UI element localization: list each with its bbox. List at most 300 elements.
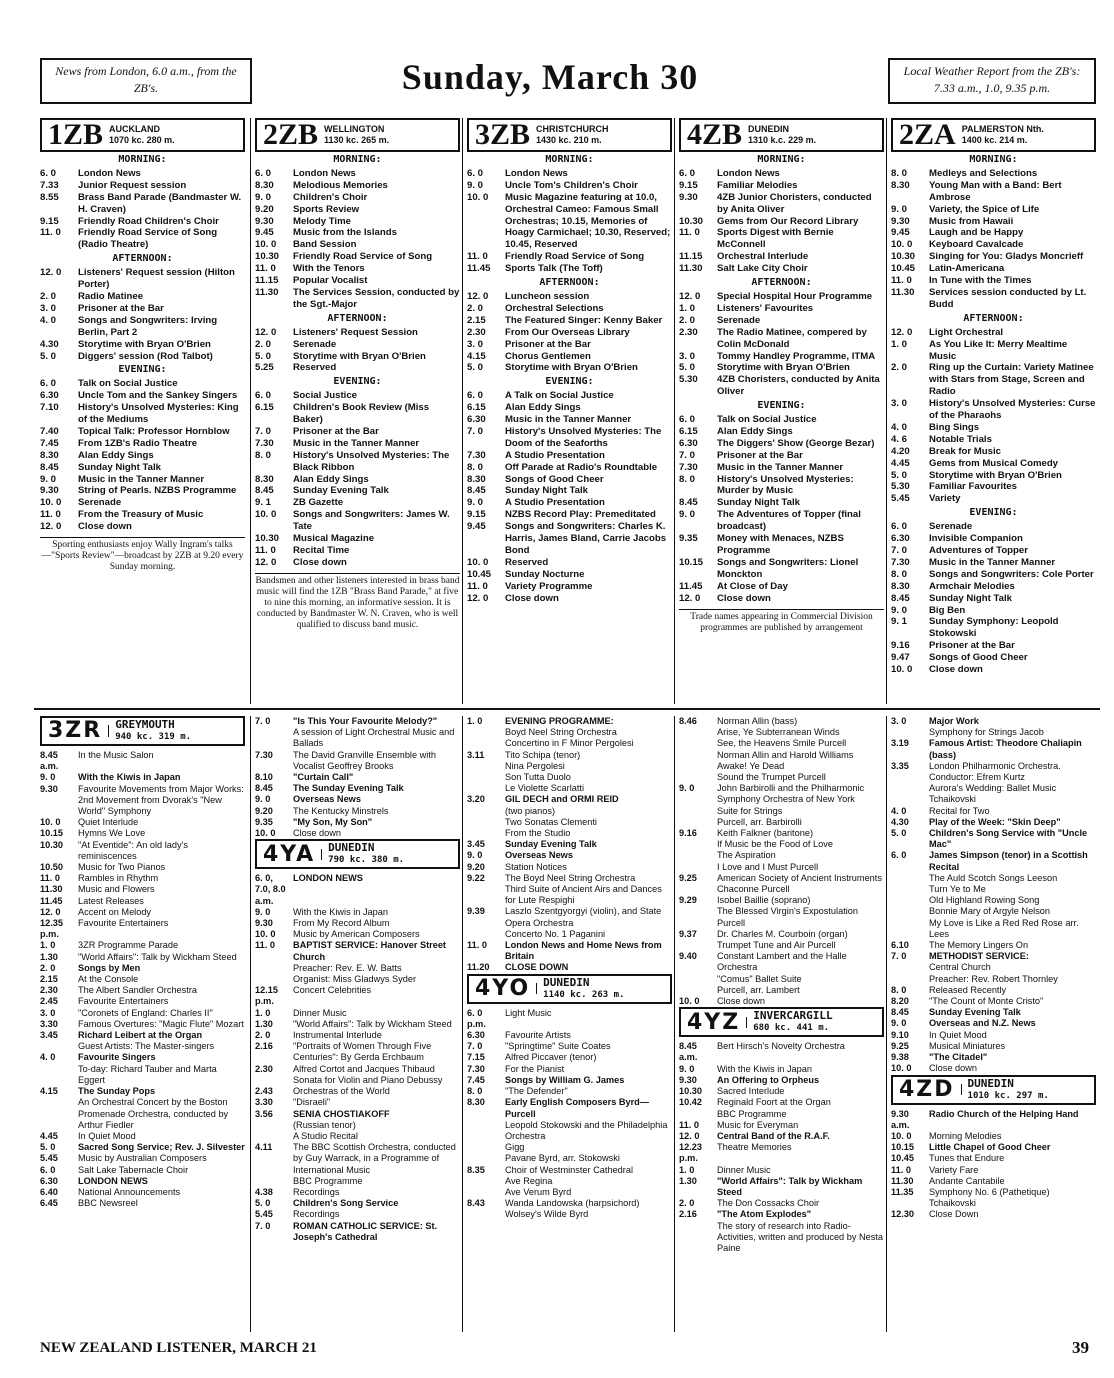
programme-title: Boyd Neel String Orchestra bbox=[505, 727, 617, 738]
programme-item bbox=[891, 533, 1096, 545]
programme-time: 10. 0 bbox=[891, 1063, 912, 1074]
programme-item bbox=[467, 750, 672, 761]
programme-title: An Orchestral Concert by the Boston Promenade Orchestra, conducted by Arthur Fiedler bbox=[78, 1097, 229, 1130]
programme-time: 2.16 bbox=[679, 1209, 697, 1220]
programme-title: Music by Australian Composers bbox=[78, 1153, 207, 1164]
page-title: Sunday, March 30 bbox=[401, 57, 699, 97]
station-column-4 bbox=[891, 118, 1096, 704]
programme-title: A session of Light Orchestral Music and Ballads bbox=[293, 727, 455, 749]
programme-title: Serenade bbox=[293, 338, 337, 350]
programme-item bbox=[40, 1165, 245, 1176]
programme-title: Serenade bbox=[929, 521, 973, 533]
programme-title: Organist: Miss Gladwys Syder bbox=[293, 974, 417, 985]
programme-title: With the Kiwis in Japan bbox=[293, 906, 388, 917]
programme-time bbox=[467, 761, 501, 772]
programme-item bbox=[891, 716, 1096, 727]
programme-item bbox=[679, 192, 884, 216]
programme-time: 8.46 bbox=[679, 716, 697, 726]
programme-title: Salt Lake City Choir bbox=[717, 263, 808, 275]
programme-time: 7.30 bbox=[467, 449, 486, 461]
programme-title: The Adventures of Topper (final broadcast) bbox=[717, 509, 861, 533]
programme-title: Music in the Tanner Manner bbox=[505, 414, 632, 426]
programme-title: Favourite Entertainers bbox=[78, 918, 169, 929]
programme-item bbox=[40, 402, 245, 426]
programme-time: 8.20 bbox=[891, 996, 909, 1007]
programme-item bbox=[467, 884, 672, 906]
programme-item bbox=[40, 438, 245, 450]
programme-title: ZB Gazette bbox=[293, 497, 344, 509]
programme-time: 12. 0 bbox=[467, 290, 489, 302]
programme-time: 10. 0 bbox=[255, 828, 276, 839]
programme-title: In Quiet Mood bbox=[78, 1130, 136, 1141]
station-frequency bbox=[536, 135, 609, 146]
programme-item bbox=[891, 828, 1096, 850]
programme-item bbox=[255, 168, 460, 180]
lower-column-1 bbox=[40, 716, 245, 1332]
programme-item bbox=[679, 839, 884, 850]
programme-title: Storytime with Bryan O'Brien bbox=[929, 469, 1062, 481]
programme-time: 8.45 bbox=[891, 592, 910, 604]
programme-time: 5. 0 bbox=[40, 350, 57, 362]
programme-time: 10. 0 bbox=[467, 556, 489, 568]
programme-time: 9.35 bbox=[255, 816, 273, 827]
programme-time: 3. 0 bbox=[40, 1007, 56, 1018]
programme-time: 1. 0 bbox=[891, 338, 908, 350]
programme-item bbox=[891, 652, 1096, 664]
programme-title: "Coronets of England: Charles II" bbox=[78, 1007, 213, 1018]
programme-item bbox=[891, 216, 1096, 228]
programme-time bbox=[467, 772, 501, 783]
programme-title: Concertino in F Minor Pergolesi bbox=[505, 738, 634, 749]
programme-time: 8.45 bbox=[679, 497, 698, 509]
programme-item bbox=[467, 1142, 672, 1153]
programme-time: 11.15 bbox=[679, 251, 703, 263]
programme-title: Break for Music bbox=[929, 445, 1001, 457]
frequency-value: 1430 kc. bbox=[536, 135, 572, 145]
footer-publication: NEW ZEALAND LISTENER, MARCH 21 bbox=[40, 1340, 317, 1356]
programme-item bbox=[467, 738, 672, 749]
programme-item bbox=[891, 918, 1096, 940]
programme-time bbox=[679, 974, 713, 985]
programme-item bbox=[467, 291, 672, 303]
programme-item bbox=[891, 605, 1096, 617]
programme-time: 9.16 bbox=[679, 828, 697, 839]
programme-title: NZBS Record Play: Premeditated bbox=[505, 509, 656, 521]
programme-item bbox=[40, 426, 245, 438]
section-heading: MORNING: bbox=[545, 154, 594, 165]
programme-title: Reserved bbox=[293, 362, 337, 374]
programme-item bbox=[467, 474, 672, 486]
programme-item bbox=[679, 533, 884, 557]
programme-time: 3. 0 bbox=[679, 350, 696, 362]
station-header bbox=[679, 118, 884, 152]
programme-time: 8. 0 bbox=[467, 461, 484, 473]
programme-time: 9.30 bbox=[40, 783, 58, 794]
programme-title: The Memory Lingers On bbox=[929, 940, 1029, 951]
station-meta bbox=[748, 124, 816, 146]
programme-time: 6. 0 bbox=[891, 850, 907, 861]
programme-title: Music for Two Pianos bbox=[78, 862, 166, 873]
programme-time: 7.30 bbox=[679, 461, 698, 473]
programme-item bbox=[467, 1120, 672, 1142]
programme-item bbox=[40, 1131, 245, 1142]
programme-item bbox=[679, 1109, 884, 1120]
programme-time bbox=[679, 862, 713, 873]
programme-time: 7.45 bbox=[40, 437, 59, 449]
programme-item bbox=[679, 1176, 884, 1198]
programme-title: Music from the Islands bbox=[293, 227, 397, 239]
programme-title: Close down bbox=[293, 828, 342, 839]
programme-title: Talk on Social Justice bbox=[717, 414, 817, 426]
programme-title: London Philharmonic Orchestra. Conductor: Efrem Kurtz bbox=[929, 760, 1061, 783]
programme-title: Musical Miniatures bbox=[929, 1040, 1006, 1051]
programme-item bbox=[255, 1176, 460, 1187]
programme-title: Music Magazine featuring at 10.0, Orchestral Cameo: Famous Small Orchestras; 10.15, Memories of Hoagy Carmichael; 10.30, Reserved; 10.45, Reserved bbox=[505, 191, 671, 251]
programme-item bbox=[40, 1008, 245, 1019]
programme-time: 7.15 bbox=[467, 1052, 485, 1063]
programme-title: Favourite Movements from Major Works: 2nd Movement from Dvorak's "New World" Symphony bbox=[78, 783, 244, 817]
programme-item bbox=[891, 996, 1096, 1007]
programme-time: 2. 0 bbox=[679, 1198, 695, 1209]
lower-column-2 bbox=[255, 716, 460, 1332]
programme-item bbox=[679, 581, 884, 593]
programme-time: 7. 0 bbox=[679, 449, 696, 461]
programme-time: 11.30 bbox=[255, 286, 279, 298]
programme-title: Gems from Musical Comedy bbox=[929, 457, 1059, 469]
programme-time: 5. 0 bbox=[40, 1142, 56, 1153]
programme-time: 7.30 bbox=[255, 749, 273, 760]
programme-item bbox=[679, 750, 884, 761]
programme-item bbox=[891, 974, 1096, 985]
programme-item bbox=[467, 339, 672, 351]
programme-item bbox=[467, 569, 672, 581]
programme-time: 8.30 bbox=[255, 179, 274, 191]
programme-title: With the Kiwis in Japan bbox=[78, 772, 181, 783]
programme-title: (two pianos) bbox=[505, 805, 556, 816]
station-frequency: 790 kc. 380 m. bbox=[328, 855, 405, 866]
programme-title: Serenade bbox=[78, 497, 122, 509]
wavelength-value: 210 m. bbox=[573, 135, 602, 145]
programme-item bbox=[679, 374, 884, 398]
programme-time: 12. 0 bbox=[40, 267, 62, 279]
programme-title: History's Unsolved Mysteries: The Doom of the Seaforths bbox=[505, 425, 662, 449]
station-city: WELLINGTON bbox=[324, 124, 385, 134]
station-meta bbox=[962, 1078, 1049, 1102]
programme-time: 9. 0 bbox=[255, 794, 271, 805]
programme-time bbox=[255, 727, 289, 749]
programme-time: 4.11 bbox=[255, 1142, 273, 1153]
programme-time: 11.30 bbox=[679, 263, 703, 275]
programme-item bbox=[679, 1097, 884, 1108]
programme-time: 11.45 bbox=[679, 580, 703, 592]
programme-time: 1.30 bbox=[679, 1175, 697, 1186]
programme-item bbox=[255, 287, 460, 311]
programme-title: Prisoner at the Bar bbox=[505, 338, 591, 350]
programme-time: 3.56 bbox=[255, 1108, 273, 1119]
programme-item bbox=[891, 783, 1096, 805]
programme-time: 3.35 bbox=[891, 760, 909, 771]
programme-item bbox=[891, 951, 1096, 962]
programme-time: 11.35 bbox=[891, 1186, 914, 1197]
programme-item bbox=[467, 794, 672, 805]
programme-item bbox=[679, 315, 884, 327]
programme-time: 8. 0 bbox=[255, 449, 272, 461]
programme-title: Recital Time bbox=[293, 545, 350, 556]
programme-time: 7.30 bbox=[467, 1063, 485, 1074]
programme-item bbox=[679, 509, 884, 533]
programme-time: 2.30 bbox=[40, 985, 58, 996]
programme-item bbox=[467, 783, 672, 794]
programme-item bbox=[40, 192, 245, 216]
programme-title: Aurora's Wedding: Ballet Music Tchaikovski bbox=[929, 783, 1057, 805]
programme-item bbox=[255, 1086, 460, 1097]
programme-item bbox=[467, 557, 672, 569]
programme-item bbox=[679, 1142, 884, 1164]
programme-item bbox=[891, 1176, 1096, 1187]
programme-item bbox=[679, 362, 884, 374]
programme-title: Turn Ye to Me bbox=[929, 884, 986, 895]
programme-item bbox=[891, 287, 1096, 311]
programme-title: The Services Session, conducted by the Sgt.-Major bbox=[293, 286, 460, 310]
programme-item bbox=[40, 1064, 245, 1086]
programme-time: 2.45 bbox=[40, 996, 58, 1007]
programme-time: 6. 0 p.m. bbox=[467, 1007, 486, 1029]
programme-title: A Studio Presentation bbox=[505, 497, 605, 509]
programme-time: 9.15 bbox=[679, 179, 698, 191]
programme-item bbox=[255, 180, 460, 192]
programme-time bbox=[891, 918, 925, 940]
programme-item bbox=[679, 303, 884, 315]
programme-item bbox=[891, 251, 1096, 263]
lower-column-3 bbox=[467, 716, 672, 1332]
programme-item bbox=[679, 557, 884, 581]
programme-title: Old Highland Rowing Song bbox=[929, 895, 1040, 906]
programme-time: 9. 0 bbox=[467, 850, 483, 861]
programme-item bbox=[255, 351, 460, 363]
programme-title: An Offering to Orpheus bbox=[717, 1074, 820, 1085]
programme-item bbox=[679, 738, 884, 749]
section-heading: EVENING: bbox=[969, 507, 1018, 519]
programme-title: Reginald Foort at the Organ bbox=[717, 1097, 831, 1108]
programme-title: London News bbox=[293, 167, 356, 179]
station-city: DUNEDIN bbox=[543, 975, 590, 989]
programme-title: Tunes that Endure bbox=[929, 1153, 1005, 1164]
programme-item bbox=[679, 895, 884, 906]
frequency-value: 1400 kc. bbox=[961, 135, 997, 145]
programme-time: 1. 0 bbox=[40, 940, 56, 951]
programme-item bbox=[255, 474, 460, 486]
programme-item bbox=[467, 402, 672, 414]
programme-time: 5. 0 bbox=[467, 362, 484, 374]
programme-time bbox=[255, 1176, 289, 1187]
programme-title: Favourite Entertainers bbox=[78, 996, 169, 1007]
programme-time: 6. 0 bbox=[40, 1164, 56, 1175]
programme-title: Accent on Melody bbox=[78, 906, 152, 917]
programme-time: 8. 0 bbox=[891, 568, 908, 580]
programme-time: 2. 0 bbox=[255, 1030, 271, 1041]
programme-title: GIL DECH and ORMI REID bbox=[505, 794, 619, 805]
programme-title: Melody Time bbox=[293, 215, 351, 227]
programme-item bbox=[255, 940, 460, 962]
programme-title: LONDON NEWS bbox=[293, 873, 363, 884]
programme-title: Popular Vocalist bbox=[293, 275, 368, 287]
programme-time bbox=[40, 1041, 74, 1052]
station-header bbox=[467, 974, 672, 1004]
programme-title: Choir of Westminster Cathedral bbox=[505, 1164, 633, 1175]
programme-time: 6. 0, 7.0, 8.0 a.m. bbox=[255, 873, 286, 906]
programme-item bbox=[891, 1187, 1096, 1209]
programme-time bbox=[891, 783, 925, 805]
frequency-value: 1130 kc. bbox=[324, 135, 359, 145]
programme-title: Prisoner at the Bar bbox=[929, 640, 1015, 652]
programme-title: Tito Schipa (tenor) bbox=[505, 749, 581, 760]
programme-item bbox=[467, 327, 672, 339]
programme-item bbox=[679, 1064, 884, 1075]
programme-time: 10. 0 bbox=[891, 239, 913, 251]
programme-time: 10. 0 bbox=[891, 1130, 912, 1141]
programme-time: 9.30 bbox=[679, 1074, 697, 1085]
programme-title: A Talk on Social Justice bbox=[505, 390, 614, 402]
programme-item bbox=[679, 772, 884, 783]
programme-item bbox=[467, 806, 672, 817]
programme-item bbox=[891, 362, 1096, 398]
programme-title: Sunday Symphony: Leopold Stokowski bbox=[929, 616, 1059, 640]
programme-item bbox=[891, 738, 1096, 760]
programme-title: Close Down bbox=[929, 1209, 979, 1220]
programme-time bbox=[40, 1064, 74, 1086]
programme-title: Dr. Charles M. Courboin (organ) bbox=[717, 928, 848, 939]
programme-time bbox=[679, 1221, 713, 1255]
programme-time: 9.30 a.m. bbox=[891, 1108, 910, 1130]
programme-item bbox=[679, 940, 884, 951]
programme-item bbox=[891, 1063, 1096, 1074]
programme-time bbox=[467, 884, 501, 906]
station-city: AUCKLAND bbox=[109, 124, 161, 134]
programme-title: Le Violette Scarlatti bbox=[505, 783, 584, 794]
programme-title: Tommy Handley Programme, ITMA bbox=[717, 350, 876, 362]
programme-title: Favourite Artists bbox=[505, 1030, 571, 1041]
programme-title: Talk on Social Justice bbox=[78, 378, 178, 390]
programme-title: Medleys and Selections bbox=[929, 167, 1038, 179]
programme-title: If Music be the Food of Love bbox=[717, 839, 833, 850]
programme-title: Alfred Piccaver (tenor) bbox=[505, 1052, 597, 1063]
news-note-text: News from London, 6.0 a.m., from the ZB's. bbox=[55, 64, 237, 95]
programme-title: Armchair Melodies bbox=[929, 580, 1015, 592]
programme-item bbox=[891, 985, 1096, 996]
programme-time bbox=[40, 1097, 74, 1131]
programme-time: 7. 0 bbox=[255, 425, 272, 437]
station-meta bbox=[962, 124, 1044, 146]
programme-time: 2. 0 bbox=[467, 302, 484, 314]
programme-time: 9. 0 bbox=[891, 604, 908, 616]
programme-item bbox=[40, 390, 245, 402]
station-city: CHRISTCHURCH bbox=[536, 124, 609, 134]
programme-item bbox=[255, 1142, 460, 1176]
programme-title: Songs and Songwriters: Cole Porter bbox=[929, 568, 1094, 580]
programme-title: Guest Artists: The Master-singers bbox=[78, 1041, 215, 1052]
programme-time: 9. 0 bbox=[255, 191, 272, 203]
programme-item bbox=[679, 817, 884, 828]
programme-title: With the Kiwis in Japan bbox=[717, 1063, 812, 1074]
programme-item bbox=[679, 593, 884, 605]
programme-title: Sunday Night Talk bbox=[929, 592, 1012, 604]
programme-time: 10.30 bbox=[40, 839, 63, 850]
programme-title: History's Unsolved Mysteries: The Black Ribbon bbox=[293, 449, 450, 473]
station-column-1 bbox=[255, 118, 460, 704]
programme-item bbox=[467, 1209, 672, 1220]
programme-item bbox=[255, 873, 460, 907]
programme-time: 6. 0 bbox=[679, 414, 696, 426]
programme-item bbox=[467, 303, 672, 315]
wavelength-value: 229 m. bbox=[788, 135, 817, 145]
station-header bbox=[255, 118, 460, 152]
programme-item bbox=[40, 1198, 245, 1209]
programme-time: 6. 0 bbox=[255, 167, 272, 179]
programme-time: 3.45 bbox=[467, 839, 485, 850]
programme-item bbox=[255, 251, 460, 263]
programme-item bbox=[255, 716, 460, 727]
programme-title: The story of research into Radio-Activities, written and produced by Nesta Paine bbox=[717, 1220, 883, 1253]
programme-item bbox=[891, 616, 1096, 640]
programme-time: 2.16 bbox=[255, 1041, 273, 1052]
programme-item bbox=[255, 362, 460, 374]
programme-item bbox=[255, 1109, 460, 1120]
programme-title: Band Session bbox=[293, 239, 357, 251]
station-frequency bbox=[748, 135, 816, 146]
programme-title: "World Affairs": Talk by Wickham Steed bbox=[717, 1175, 863, 1197]
programme-title: Close down bbox=[929, 1063, 978, 1074]
programme-title: Close down bbox=[505, 592, 559, 604]
programme-item bbox=[255, 794, 460, 805]
programme-time: 6.30 bbox=[467, 414, 486, 426]
programme-title: Sonata for Violin and Piano Debussy bbox=[293, 1074, 443, 1085]
programme-title: "Springtime" Suite Coates bbox=[505, 1041, 611, 1052]
programme-title: Sports Review bbox=[293, 203, 360, 215]
programme-title: Friendly Road Service of Song bbox=[293, 251, 433, 263]
programme-title: Theatre Memories bbox=[717, 1142, 792, 1153]
programme-title: Children's Song Service with "Uncle Mac" bbox=[929, 828, 1088, 850]
programme-item bbox=[255, 1221, 460, 1243]
programme-time: 9. 0 bbox=[891, 1018, 907, 1029]
programme-time: 5. 0 bbox=[255, 350, 272, 362]
section-heading: MORNING: bbox=[333, 154, 382, 165]
programme-title: Early English Composers Byrd—Purcell bbox=[505, 1097, 649, 1119]
programme-title: "Portraits of Women Through Five Centuries": By Gerda Erchbaum bbox=[293, 1041, 432, 1063]
programme-time: 9.25 bbox=[891, 1040, 909, 1051]
programme-item bbox=[40, 1142, 245, 1153]
programme-item bbox=[891, 1052, 1096, 1063]
programme-title: Concerto No. 1 Paganini bbox=[505, 928, 606, 939]
programme-title: Recordings bbox=[293, 1186, 340, 1197]
programme-item bbox=[40, 485, 245, 497]
programme-item bbox=[255, 750, 460, 772]
programme-time: 11. 0 bbox=[467, 580, 488, 592]
programme-title: Songs of Good Cheer bbox=[505, 473, 604, 485]
programme-title: Sunday Evening Talk bbox=[929, 1007, 1021, 1018]
station-frequency: 1140 kc. 263 m. bbox=[543, 989, 625, 1000]
programme-time: 11.20 bbox=[467, 962, 490, 973]
programme-item bbox=[467, 839, 672, 850]
programme-time: 5.30 bbox=[891, 481, 910, 493]
programme-time bbox=[255, 1120, 289, 1131]
programme-item bbox=[40, 772, 245, 783]
station-header bbox=[467, 118, 672, 152]
programme-time: 12.30 bbox=[891, 1209, 914, 1220]
programme-time bbox=[255, 1131, 289, 1142]
programme-time: 12. 0 bbox=[255, 556, 277, 568]
programme-title: The Auld Scotch Songs Leeson bbox=[929, 872, 1058, 883]
programme-item bbox=[891, 481, 1096, 493]
